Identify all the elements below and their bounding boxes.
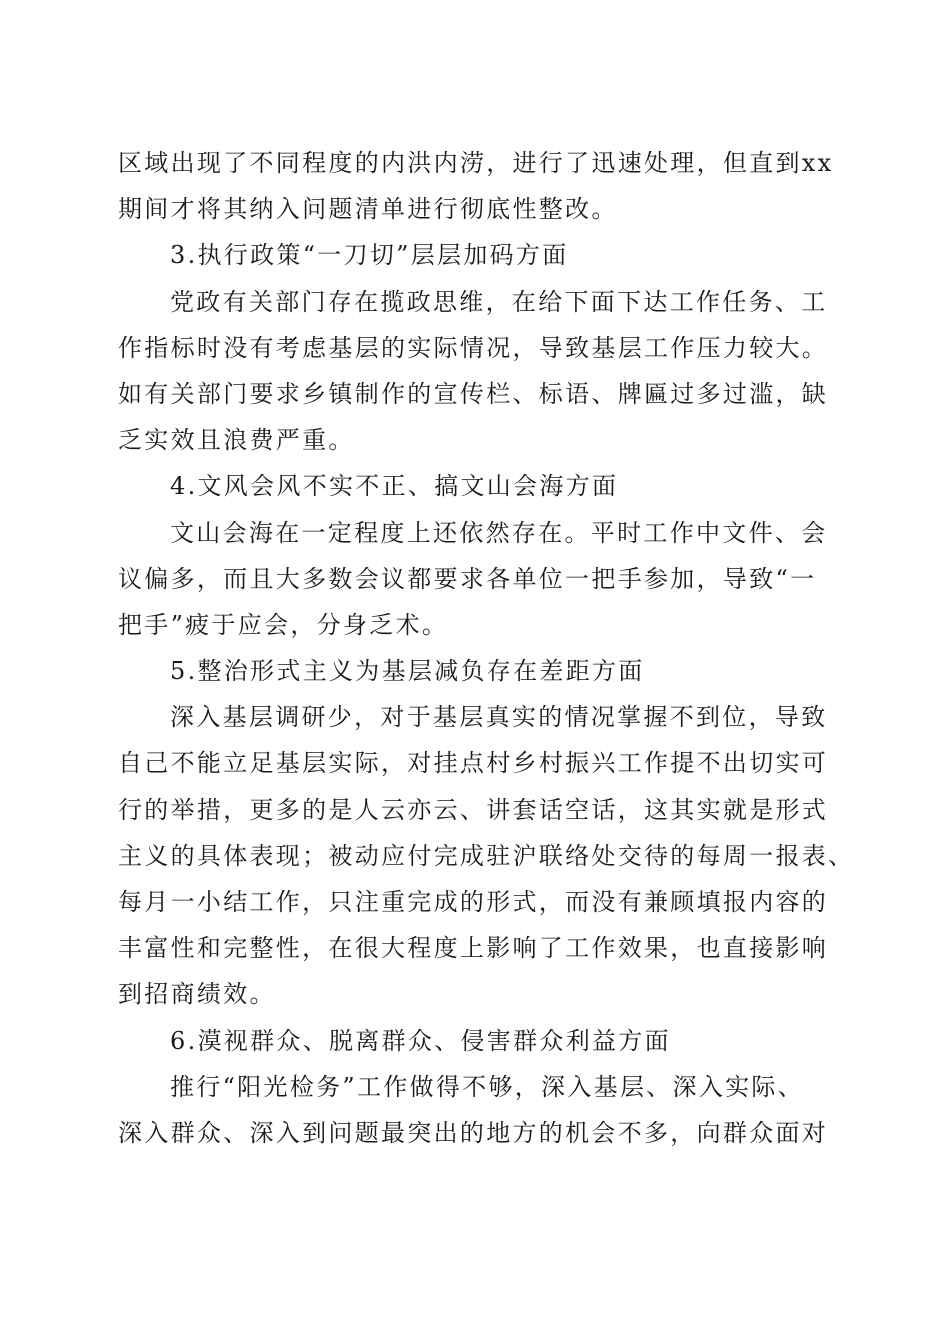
text-line: 议偏多，而且大多数会议都要求各单位一把手参加，导致“一 <box>118 564 817 593</box>
text-line: 期间才将其纳入问题清单进行彻底性整改。 <box>118 195 618 224</box>
text-line: 作指标时没有考虑基层的实际情况，导致基层工作压力较大。 <box>118 333 829 362</box>
text-line: 深入基层调研少，对于基层真实的情况掌握不到位，导致 <box>170 703 828 732</box>
text-line: 到招商绩效。 <box>118 980 276 1009</box>
text-line: 3.执行政策“一刀切”层层加码方面 <box>170 241 569 270</box>
text-line: 推行“阳光检务”工作做得不够，深入基层、深入实际、 <box>170 1072 805 1101</box>
text-line: 每月一小结工作，只注重完成的形式，而没有兼顾填报内容的 <box>118 888 829 916</box>
text-line: 行的举措，更多的是人云亦云、讲套话空话，这其实就是形式 <box>118 795 829 824</box>
text-line: 5.整治形式主义为基层减负存在差距方面 <box>170 657 645 686</box>
text-line: 把手”疲于应会，分身乏术。 <box>118 610 449 639</box>
text-line: 丰富性和完整性，在很大程度上影响了工作效果，也直接影响 <box>118 934 829 963</box>
text-line: 党政有关部门存在揽政思维，在给下面下达工作任务、工 <box>170 287 828 316</box>
document-body <box>118 140 855 1156</box>
text-line: 区域出现了不同程度的内洪内涝，进行了迅速处理，但直到xx <box>118 149 834 177</box>
text-line: 如有关部门要求乡镇制作的宣传栏、标语、牌匾过多过滥，缺 <box>118 379 829 408</box>
text-line: 乏实效且浪费严重。 <box>118 426 355 455</box>
text-line: 4.文风会风不实不正、搞文山会海方面 <box>170 472 619 501</box>
text-line: 自己不能立足基层实际，对挂点村乡村振兴工作提不出切实可 <box>118 749 829 778</box>
text-line: 深入群众、深入到问题最突出的地方的机会不多，向群众面对 <box>118 1118 829 1147</box>
text-line: 6.漠视群众、脱离群众、侵害群众利益方面 <box>170 1026 671 1055</box>
text-line: 主义的具体表现；被动应付完成驻沪联络处交待的每周一报表、 <box>118 841 855 870</box>
text-line: 文山会海在一定程度上还依然存在。平时工作中文件、会 <box>170 518 828 547</box>
